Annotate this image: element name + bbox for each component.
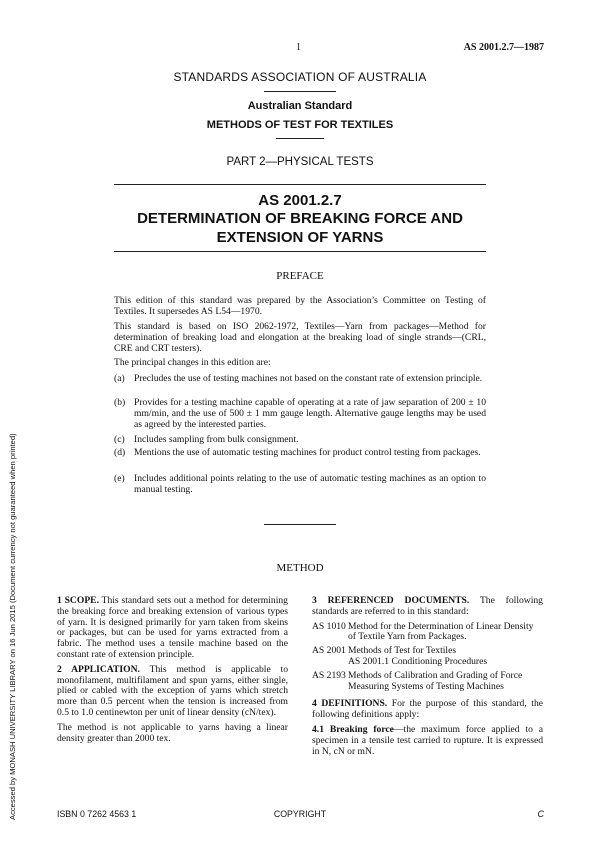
isbn: ISBN 0 7262 4563 1 bbox=[57, 809, 137, 819]
access-watermark: Accessed by MONASH UNIVERSITY LIBRARY on 16 Jun 2015 (Document currency not guaranteed when printed) bbox=[8, 433, 17, 820]
divider bbox=[264, 524, 336, 525]
clause-heading: 3 REFERENCED DOCUMENTS. bbox=[312, 595, 470, 606]
divider bbox=[264, 91, 336, 92]
clause-heading: 4 DEFINITIONS. bbox=[312, 698, 388, 710]
reference-title: Method for the Determination of Linear Density of Textile Yarn from Packages. bbox=[348, 620, 534, 643]
reference-item bbox=[312, 622, 543, 644]
clause-text: This method is applicable to monofilament, multifilament and spun yarns, either single, plied or cabled with the exception of yarns which stretch more than 0.5 percent when the tension is increased from 0.5 to 1.0 centinewton per unit of linear density (cN/tex). bbox=[57, 663, 288, 718]
application-note: The method is not applicable to yarns having a linear density greater than 2000 tex. bbox=[57, 721, 288, 744]
clause-heading: 1 SCOPE. bbox=[57, 595, 99, 606]
list-item-text: Provides for a testing machine capable of operating at a rate of jaw separation of 200 ± 10 mm/min, and the use of 500 ± 1 mm gauge length. Alternative gauge lengths may be used as agreed by the interested parties. bbox=[134, 397, 486, 430]
part-title: PART 2—PHYSICAL TESTS bbox=[226, 156, 374, 168]
footer-letter: C bbox=[537, 809, 544, 819]
reference-item bbox=[312, 646, 543, 668]
references-clause bbox=[312, 596, 543, 618]
divider bbox=[114, 251, 486, 252]
clause-heading: 2 APPLICATION. bbox=[57, 663, 140, 675]
divider bbox=[114, 184, 486, 185]
right-column bbox=[312, 596, 543, 757]
definition-term: 4.1 Breaking force bbox=[312, 723, 394, 735]
method-heading: METHOD bbox=[276, 562, 324, 574]
reference-subtitle: AS 2001.1 Conditioning Procedures bbox=[348, 655, 488, 667]
preface-heading: PREFACE bbox=[276, 270, 324, 282]
reference-code: AS 2001 bbox=[312, 645, 346, 657]
list-item-text: Precludes the use of testing machines not based on the constant rate of extension principle. bbox=[134, 373, 483, 384]
list-item-label: (a) bbox=[114, 373, 125, 384]
clause-text: This standard sets out a method for determining the breaking force and breaking extension of various types of yarn. It is designed primarily for yarn taken from skeins or packages, but can be used for yarns extracted from a fabric. The method uses a tensile machine based on the constant rate of extension principle. bbox=[57, 595, 288, 660]
reference-item bbox=[312, 671, 543, 693]
organization-name: STANDARDS ASSOCIATION OF AUSTRALIA bbox=[173, 70, 427, 84]
list-item-label: (e) bbox=[114, 473, 125, 484]
document-id: AS 2001.2.7—1987 bbox=[463, 42, 544, 53]
list-item-label: (b) bbox=[114, 397, 126, 408]
main-title-line-2: EXTENSION OF YARNS bbox=[216, 229, 384, 246]
reference-code: AS 2193 bbox=[312, 669, 346, 681]
reference-code: AS 1010 bbox=[312, 620, 346, 632]
list-item-label: (d) bbox=[114, 447, 126, 458]
preface-paragraph: This standard is based on ISO 2062-1972, Textiles—Yarn from packages—Method for determination of breaking load and elongation at the breaking load of single strands—(CRL, CRE and CRT testers). bbox=[114, 321, 486, 354]
copyright-notice: COPYRIGHT bbox=[273, 809, 327, 819]
list-item-label: (c) bbox=[114, 434, 125, 445]
list-item-text: Includes additional points relating to the use of automatic testing machines as an option to manual testing. bbox=[134, 473, 486, 495]
preface-paragraph: This edition of this standard was prepared by the Association’s Committee on Testing of Textiles. It supersedes AS L54—1970. bbox=[114, 295, 486, 317]
reference-title: Methods of Test for Textiles bbox=[348, 645, 457, 657]
definitions-clause bbox=[312, 699, 543, 721]
page-number: 1 bbox=[296, 42, 301, 53]
preface-paragraph: The principal changes in this edition are: bbox=[114, 357, 271, 368]
definition-text: —the maximum force applied to a specimen in a tensile test carried to rupture. It is expressed in N, cN or mN. bbox=[312, 723, 543, 757]
series-title: METHODS OF TEST FOR TEXTILES bbox=[206, 119, 394, 131]
list-item-text: Includes sampling from bulk consignment. bbox=[134, 434, 299, 445]
left-column bbox=[57, 596, 288, 744]
list-item-text: Mentions the use of automatic testing machines for product control testing from packages. bbox=[134, 447, 481, 458]
standard-type: Australian Standard bbox=[247, 100, 353, 112]
standard-number: AS 2001.2.7 bbox=[258, 192, 342, 209]
main-title-line-1: DETERMINATION OF BREAKING FORCE AND bbox=[137, 210, 463, 227]
definition-4-1 bbox=[312, 725, 543, 757]
scope-clause bbox=[57, 596, 288, 661]
clause-text: The following standards are referred to in this standard: bbox=[312, 595, 543, 617]
clause-text: For the purpose of this standard, the following definitions apply: bbox=[312, 698, 543, 721]
application-clause bbox=[57, 665, 288, 719]
reference-title: Methods of Calibration and Grading of Force Measuring Systems of Testing Machines bbox=[348, 669, 523, 692]
divider bbox=[276, 138, 324, 139]
